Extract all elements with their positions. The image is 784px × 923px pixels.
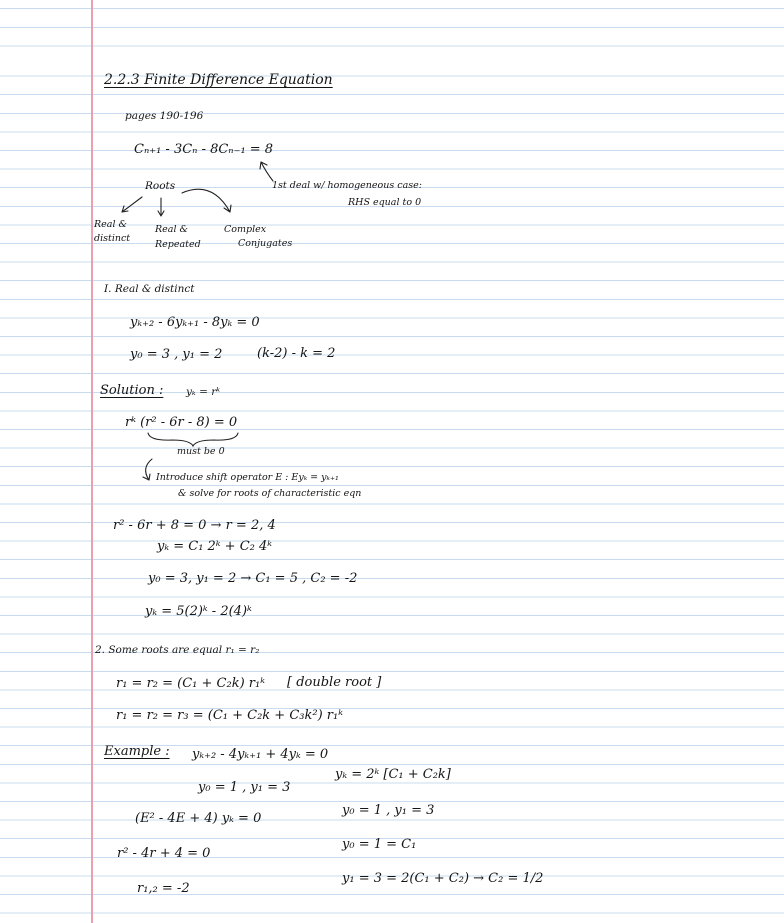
final-solution: yₖ = 5(2)ᵏ - 2(4)ᵏ xyxy=(145,604,252,619)
section-2-heading: 2. Some roots are equal r₁ = r₂ xyxy=(95,644,260,656)
example-operator-form: (E² - 4E + 4) yₖ = 0 xyxy=(135,811,262,826)
example-equation: yₖ₊₂ - 4yₖ₊₁ + 4yₖ = 0 xyxy=(192,747,329,762)
characteristic-note: & solve for roots of characteristic eqn xyxy=(178,488,362,499)
shift-arrow xyxy=(143,459,152,480)
example-c2: y₁ = 3 = 2(C₁ + C₂) → C₂ = 1/2 xyxy=(342,871,544,886)
factored-equation: rᵏ (r² - 6r - 8) = 0 xyxy=(125,415,238,430)
example-characteristic: r² - 4r + 4 = 0 xyxy=(117,846,211,861)
example-c1: y₀ = 1 = C₁ xyxy=(342,837,417,852)
initial-conditions-1: y₀ = 3 , y₁ = 2 xyxy=(130,347,223,362)
roots-arrow-right xyxy=(182,189,231,212)
characteristic-equation: r² - 6r + 8 = 0 → r = 2, 4 xyxy=(113,518,276,533)
example-initial-conditions: y₀ = 1 , y₁ = 3 xyxy=(198,780,291,795)
roots-arrow-left xyxy=(122,197,142,212)
case-complex-line2: Conjugates xyxy=(238,238,293,249)
apply-initial-conditions: y₀ = 3, y₁ = 2 → C₁ = 5 , C₂ = -2 xyxy=(148,571,358,586)
example-general-solution: yₖ = 2ᵏ [C₁ + C₂k] xyxy=(335,767,451,782)
section-title: 2.2.3 Finite Difference Equation xyxy=(104,72,333,88)
case-real-repeated-line1: Real & xyxy=(155,224,188,235)
index-aside: (k-2) - k = 2 xyxy=(257,346,336,361)
roots-arrow-middle xyxy=(158,198,164,216)
example-roots: r₁,₂ = -2 xyxy=(137,881,190,896)
example-conditions-right: y₀ = 1 , y₁ = 3 xyxy=(342,803,435,818)
section-1-heading: I. Real & distinct xyxy=(104,283,195,295)
rhs-note: RHS equal to 0 xyxy=(348,197,422,208)
page-reference: pages 190-196 xyxy=(125,110,204,122)
must-be-zero-note: must be 0 xyxy=(177,446,225,457)
solution-assumption: yₖ = rᵏ xyxy=(186,386,221,398)
case-complex-line1: Complex xyxy=(224,224,267,235)
solution-heading: Solution : xyxy=(100,383,164,398)
main-equation: Cₙ₊₁ - 3Cₙ - 8Cₙ₋₁ = 8 xyxy=(134,142,274,157)
homogeneous-note: 1st deal w/ homogeneous case: xyxy=(272,180,422,191)
case-real-distinct-line1: Real & xyxy=(94,219,127,230)
triple-root-equation: r₁ = r₂ = r₃ = (C₁ + C₂k + C₃k²) r₁ᵏ xyxy=(116,708,343,723)
difference-equation-1: yₖ₊₂ - 6yₖ₊₁ - 8yₖ = 0 xyxy=(130,315,260,330)
general-solution: yₖ = C₁ 2ᵏ + C₂ 4ᵏ xyxy=(157,539,273,554)
case-real-repeated-line2: Repeated xyxy=(155,239,201,250)
example-heading: Example : xyxy=(104,744,170,759)
double-root-label: [ double root ] xyxy=(287,675,382,690)
case-real-distinct-line2: distinct xyxy=(94,233,131,244)
shift-operator-note: Introduce shift operator E : Eyₖ = yₖ₊₁ xyxy=(156,472,339,483)
roots-label: Roots xyxy=(145,180,176,192)
double-root-equation: r₁ = r₂ = (C₁ + C₂k) r₁ᵏ xyxy=(116,676,265,691)
